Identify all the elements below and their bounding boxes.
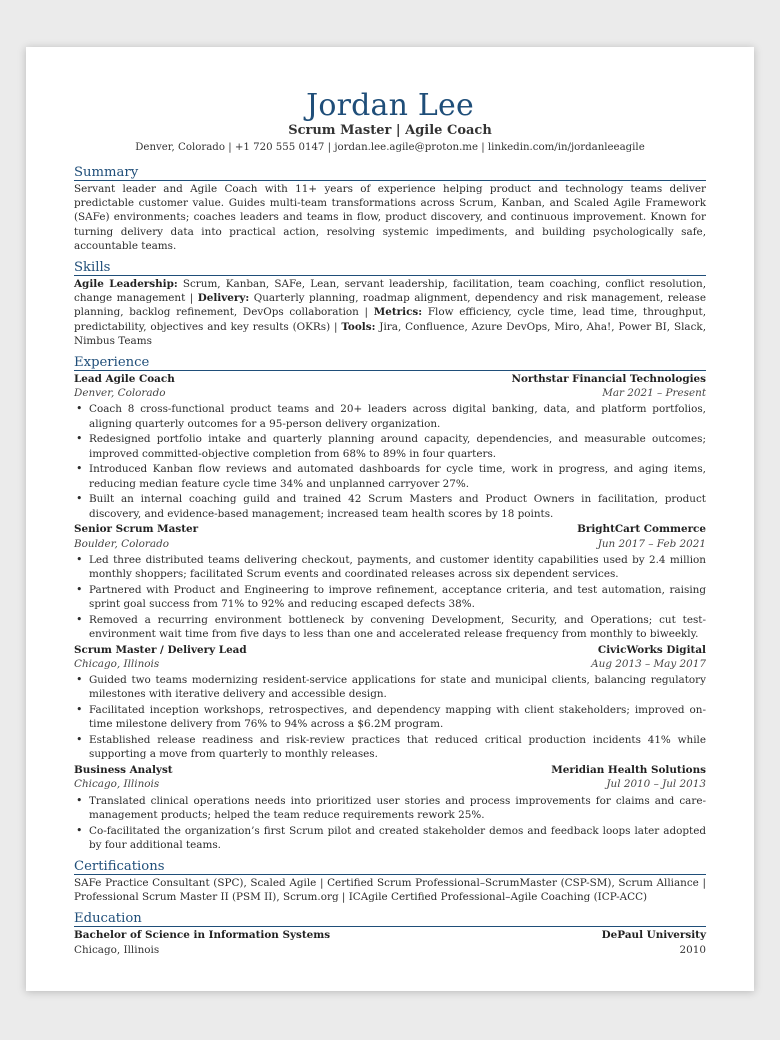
job-company: Meridian Health Solutions xyxy=(551,764,706,777)
skill-group-label: Delivery: xyxy=(197,292,250,305)
job-bullets xyxy=(74,402,706,520)
education-location: Chicago, Illinois xyxy=(74,943,160,956)
job-bullet: • Removed a recurring environment bottleneck by convening Development, Security, and Operations; cut test-environment wait time from five days to less than one and accelerated release frequency from monthly to biweekly. xyxy=(74,613,706,641)
job-entry xyxy=(74,763,706,852)
job-location: Boulder, Colorado xyxy=(74,537,169,550)
certifications-text: SAFe Practice Consultant (SPC), Scaled Agile | Certified Scrum Professional–ScrumMaster (CSP-SM), Scrum Alliance | Professional Scrum Master II (PSM II), Scrum.org | ICAgile Certified Professional–Agile Coaching (ICP-ACC) xyxy=(74,877,706,904)
skills-section xyxy=(74,261,706,348)
job-dates: Jun 2017 – Feb 2021 xyxy=(597,537,706,550)
job-company: Northstar Financial Technologies xyxy=(511,373,706,386)
summary-heading: Summary xyxy=(74,166,706,181)
skill-group-label: Metrics: xyxy=(373,306,423,319)
job-bullet: • Built an internal coaching guild and trained 42 Scrum Masters and Product Owners in facilitation, product discovery, and evidence-based management; increased team health scores by 18 points. xyxy=(74,492,706,520)
education-heading: Education xyxy=(74,912,706,927)
skill-group-text: Jira, Confluence, Azure DevOps, Miro, Aha!, Power BI, Slack, Nimbus Teams xyxy=(74,320,707,347)
job-entry xyxy=(74,372,706,521)
job-role: Lead Agile Coach xyxy=(74,373,175,386)
certifications-section xyxy=(74,860,706,904)
job-company: BrightCart Commerce xyxy=(577,523,706,536)
skill-group-text: Flow efficiency, cycle time, lead time, throughput, predictability, objectives and key results (OKRs) xyxy=(74,306,706,333)
resume-page xyxy=(26,47,754,991)
education-school: DePaul University xyxy=(601,929,706,942)
education-year: 2010 xyxy=(679,943,706,956)
job-dates: Mar 2021 – Present xyxy=(602,387,706,400)
job-role: Business Analyst xyxy=(74,764,173,777)
job-location: Chicago, Illinois xyxy=(74,778,160,791)
job-bullets xyxy=(74,673,706,761)
candidate-name: Jordan Lee xyxy=(306,88,474,123)
skill-group-label: Tools: xyxy=(341,320,376,333)
job-bullet: • Led three distributed teams delivering checkout, payments, and customer identity capabilities used by 2.4 million monthly shoppers; facilitated Scrum events and coordinated releases across six dependent services. xyxy=(74,553,706,581)
summary-section xyxy=(74,166,706,253)
job-company: CivicWorks Digital xyxy=(597,643,706,656)
job-dates: Jul 2010 – Jul 2013 xyxy=(606,778,706,791)
job-bullet: • Partnered with Product and Engineering to improve refinement, acceptance criteria, and test automation, raising sprint goal success from 71% to 92% and reducing escaped defects 38%. xyxy=(74,583,706,611)
job-entry xyxy=(74,643,706,762)
job-role: Senior Scrum Master xyxy=(74,523,199,536)
job-bullet: • Facilitated inception workshops, retrospectives, and dependency mapping with client stakeholders; improved on-time milestone delivery from 76% to 94% across a $6.2M program. xyxy=(74,703,706,731)
job-bullet: • Introduced Kanban flow reviews and automated dashboards for cycle time, work in progress, and aging items, reducing median feature cycle time 34% and unplanned carryover 27%. xyxy=(74,462,706,490)
skill-group-label: Agile Leadership: xyxy=(74,278,178,291)
job-dates: Aug 2013 – May 2017 xyxy=(591,658,706,671)
education-degree: Bachelor of Science in Information Systems xyxy=(74,929,331,942)
job-role: Scrum Master / Delivery Lead xyxy=(74,643,247,656)
skills-heading: Skills xyxy=(74,261,706,276)
skill-group-text: Quarterly planning, roadmap alignment, dependency and risk management, release planning, backlog refinement, DevOps collaboration xyxy=(74,292,707,319)
skills-text xyxy=(74,277,706,348)
job-bullet: • Redesigned portfolio intake and quarterly planning around capacity, dependencies, and measurable outcomes; improved committed-objective completion from 68% to 89% in four quarters. xyxy=(74,432,706,460)
education-section xyxy=(74,912,706,956)
job-entry xyxy=(74,522,706,641)
candidate-title: Scrum Master | Agile Coach xyxy=(288,123,492,138)
job-location: Chicago, Illinois xyxy=(74,658,160,671)
job-bullet: • Co-facilitated the organization’s first Scrum pilot and created stakeholder demos and feedback loops later adopted by four additional teams. xyxy=(74,824,706,852)
job-bullet: • Established release readiness and risk-review practices that reduced critical production incidents 41% while supporting a move from quarterly to monthly releases. xyxy=(74,733,706,761)
skill-separator: | xyxy=(185,292,198,305)
certifications-heading: Certifications xyxy=(74,860,706,875)
job-bullets xyxy=(74,553,706,641)
skill-separator: | xyxy=(358,306,374,319)
job-bullet: • Guided two teams modernizing resident-service applications for state and municipal clients, balancing regulatory milestones with iterative delivery and accessible design. xyxy=(74,673,706,701)
experience-heading: Experience xyxy=(74,356,706,371)
job-bullets xyxy=(74,794,706,852)
skill-separator: | xyxy=(330,320,342,333)
job-location: Denver, Colorado xyxy=(74,387,166,400)
skill-group-text: Scrum, Kanban, SAFe, Lean, servant leadership, facilitation, team coaching, conflict resolution, change management xyxy=(74,278,707,305)
experience-section xyxy=(74,356,706,852)
contact-line: Denver, Colorado | +1 720 555 0147 | jordan.lee.agile@proton.me | linkedin.com/in/jordanleeagile xyxy=(135,142,645,153)
summary-text: Servant leader and Agile Coach with 11+ years of experience helping product and technology teams deliver predictable customer value. Guides multi-team transformations across Scrum, Kanban, and Scaled Agile Framework (SAFe) environments; coaches leaders and teams in flow, product discovery, and continuous improvement. Known for turning delivery data into practical action, resolving systemic impediments, and building psychologically safe, accountable teams. xyxy=(74,183,706,252)
job-bullet: • Translated clinical operations needs into prioritized user stories and process improvements for claims and care-management products; helped the team reduce requirements rework 25%. xyxy=(74,794,706,822)
job-bullet: • Coach 8 cross-functional product teams and 20+ leaders across digital banking, data, and platform portfolios, aligning quarterly outcomes for a 95-person delivery organization. xyxy=(74,402,706,430)
